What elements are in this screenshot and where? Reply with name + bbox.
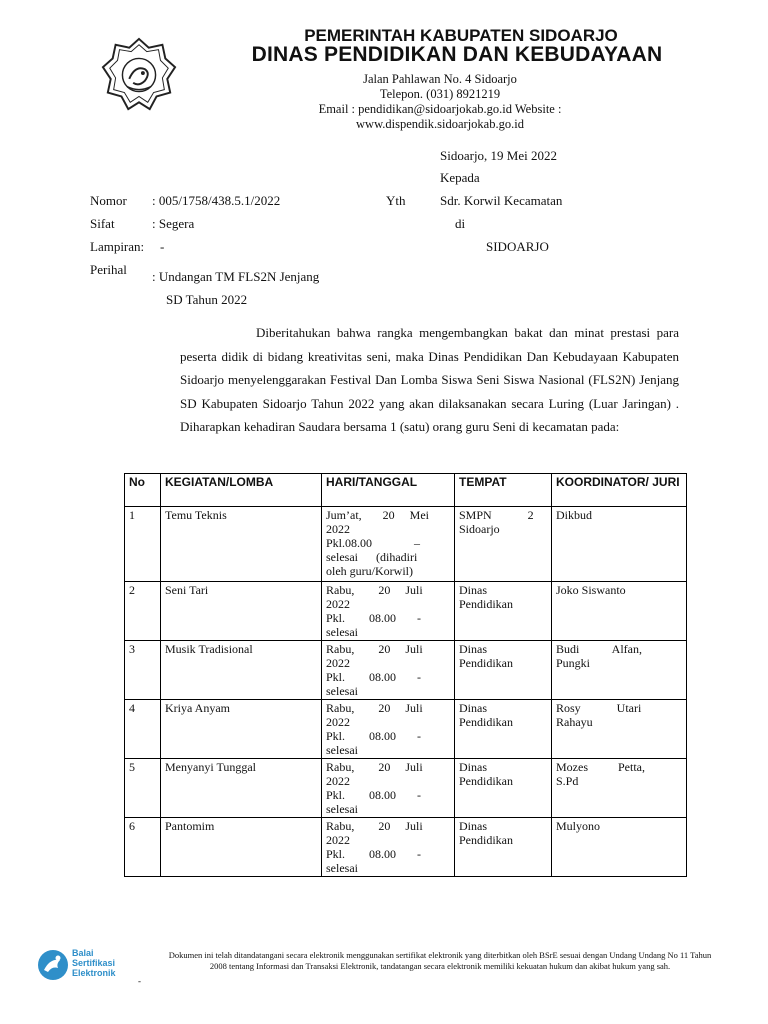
bse-line1: Balai: [72, 948, 94, 958]
cell-tempat-line: Dinas: [459, 760, 487, 774]
cell-kegiatan: [161, 507, 322, 582]
table-row: [125, 818, 687, 877]
cell-hari-tanggal-line: selesai (dihadiri: [326, 550, 418, 564]
cell-no: [125, 700, 161, 759]
cell-koordinator-line: Mulyono: [556, 819, 601, 833]
cell-hari-tanggal-line: 2022: [326, 597, 350, 611]
header-kegiatan: KEGIATAN/LOMBA: [161, 474, 322, 507]
cell-hari-tanggal-line: Rabu, 20 Juli: [326, 642, 423, 656]
cell-no: [125, 641, 161, 700]
cell-no-line: 5: [129, 760, 135, 774]
header-hari-tanggal: HARI/TANGGAL: [322, 474, 455, 507]
cell-kegiatan-line: Menyanyi Tunggal: [165, 760, 257, 774]
cell-koordinator-line: Joko Siswanto: [556, 583, 626, 597]
recipient: Sdr. Korwil Kecamatan: [440, 193, 563, 208]
cell-tempat: [455, 582, 552, 641]
cell-hari-tanggal-line: 2022: [326, 522, 350, 536]
cell-tempat: [455, 507, 552, 582]
footer-dash: -: [138, 976, 141, 986]
cell-tempat-line: Dinas: [459, 583, 487, 597]
cell-no: [125, 507, 161, 582]
cell-no-line: 4: [129, 701, 135, 715]
cell-tempat: [455, 759, 552, 818]
perihal-label: Perihal: [90, 262, 127, 277]
address-email: Email : pendidikan@sidoarjokab.go.id Website :: [318, 102, 562, 116]
cell-tempat-line: Pendidikan: [459, 833, 513, 847]
table-row: [125, 759, 687, 818]
cell-koordinator: [552, 582, 687, 641]
body-paragraph: Diberitahukan bahwa rangka mengembangkan bakat dan minat prestasi para peserta didik di bidang kreativitas seni, maka Dinas Pendidikan Dan Kebudayaan Kabupaten Sidoarjo menyelenggarakan Festival Dan Lomba Siswa Seni Siswa Nasional (FLS2N) Jenjang SD Kabupaten Sidoarjo Tahun 2022 yang akan dilaksanakan secara Luring (Luar Jaringan) . Diharapkan kehadiran Saudara bersama 1 (satu) orang guru Seni di kecamatan pada:: [180, 325, 679, 435]
cell-tempat: [455, 700, 552, 759]
lampiran-value: -: [160, 239, 165, 254]
department-name: DINAS PENDIDIKAN DAN KEBUDAYAAN: [251, 43, 663, 66]
header-tempat: TEMPAT: [455, 474, 552, 507]
cell-kegiatan: [161, 641, 322, 700]
cell-no: [125, 818, 161, 877]
cell-hari-tanggal-line: Jum’at, 20 Mei: [326, 508, 429, 522]
header-no: No: [125, 474, 161, 507]
cell-hari-tanggal-line: 2022: [326, 715, 350, 729]
table-row: [125, 641, 687, 700]
cell-koordinator-line: Rahayu: [556, 715, 593, 729]
cell-no-line: 2: [129, 583, 135, 597]
cell-kegiatan-line: Musik Tradisional: [165, 642, 253, 656]
cell-hari-tanggal-line: Rabu, 20 Juli: [326, 701, 423, 715]
cell-tempat-line: Pendidikan: [459, 715, 513, 729]
cell-kegiatan: [161, 582, 322, 641]
bse-logo-icon: [36, 948, 70, 982]
sifat-label: Sifat: [90, 216, 115, 231]
nomor-value: : 005/1758/438.5.1/2022: [152, 193, 281, 208]
cell-tempat: [455, 641, 552, 700]
cell-koordinator: [552, 700, 687, 759]
regency-emblem-icon: [100, 36, 178, 114]
table-row: [125, 700, 687, 759]
cell-tempat-line: Dinas: [459, 819, 487, 833]
table-row: [125, 507, 687, 582]
cell-koordinator: [552, 818, 687, 877]
bse-text: [72, 948, 116, 978]
perihal-line1: : Undangan TM FLS2N Jenjang: [152, 269, 320, 284]
cell-kegiatan-line: Pantomim: [165, 819, 215, 833]
cell-hari-tanggal-line: selesai: [326, 684, 358, 698]
to-label: Kepada: [440, 170, 480, 185]
cell-hari-tanggal-line: Pkl. 08.00 -: [326, 788, 422, 802]
table-body: [125, 507, 687, 877]
cell-no: [125, 759, 161, 818]
cell-tempat-line: Pendidikan: [459, 774, 513, 788]
cell-hari-tanggal-line: selesai: [326, 743, 358, 757]
table-row: [125, 582, 687, 641]
cell-hari-tanggal-line: Pkl. 08.00 -: [326, 670, 422, 684]
cell-tempat-line: SMPN 2: [459, 508, 534, 522]
cell-koordinator-line: Pungki: [556, 656, 591, 670]
cell-koordinator: [552, 759, 687, 818]
cell-hari-tanggal-line: selesai: [326, 625, 358, 639]
cell-hari-tanggal-line: Rabu, 20 Juli: [326, 760, 423, 774]
address-phone: Telepon. (031) 8921219: [379, 87, 501, 101]
cell-koordinator-line: Rosy Utari: [556, 701, 642, 715]
cell-hari-tanggal-line: Pkl. 08.00 -: [326, 611, 422, 625]
cell-tempat-line: Dinas: [459, 701, 487, 715]
cell-no-line: 6: [129, 819, 135, 833]
cell-hari-tanggal-line: 2022: [326, 833, 350, 847]
cell-no-line: 3: [129, 642, 135, 656]
letter-date: Sidoarjo, 19 Mei 2022: [440, 148, 557, 163]
cell-koordinator: [552, 507, 687, 582]
header-koordinator: KOORDINATOR/ JURI: [552, 474, 687, 507]
address-street: Jalan Pahlawan No. 4 Sidoarjo: [363, 72, 517, 86]
cell-hari-tanggal-line: 2022: [326, 656, 350, 670]
cell-kegiatan: [161, 759, 322, 818]
sifat-value: : Segera: [152, 216, 195, 231]
cell-koordinator: [552, 641, 687, 700]
footer-note: Dokumen ini telah ditandatangani secara elektronik menggunakan sertifikat elektronik yang diterbitkan oleh BSrE sesuai dengan Undang Undang No 11 Tahun 2008 tentang Informasi dan Transaksi Elektronik, tandatangan secara elektronik memiliki kekuatan hukum dan akibat hukum yang sah.: [168, 950, 712, 971]
cell-koordinator-line: Mozes Petta,: [556, 760, 645, 774]
bse-logo: [36, 946, 136, 982]
bse-line2: Sertifikasi: [72, 958, 116, 968]
cell-hari-tanggal-line: oleh guru/Korwil): [326, 564, 413, 578]
cell-hari-tanggal: [322, 818, 455, 877]
cell-hari-tanggal: [322, 700, 455, 759]
schedule-table: [124, 473, 687, 877]
cell-hari-tanggal: [322, 507, 455, 582]
cell-kegiatan-line: Kriya Anyam: [165, 701, 230, 715]
nomor-label: Nomor: [90, 193, 127, 208]
cell-koordinator-line: S.Pd: [556, 774, 579, 788]
cell-kegiatan-line: Temu Teknis: [165, 508, 227, 522]
cell-tempat: [455, 818, 552, 877]
table-header-row: [125, 474, 687, 507]
cell-hari-tanggal-line: Pkl. 08.00 -: [326, 729, 422, 743]
cell-tempat-line: Sidoarjo: [459, 522, 500, 536]
cell-hari-tanggal-line: Rabu, 20 Juli: [326, 583, 423, 597]
cell-kegiatan-line: Seni Tari: [165, 583, 209, 597]
cell-no-line: 1: [129, 508, 135, 522]
perihal-line2: SD Tahun 2022: [166, 292, 248, 307]
cell-tempat-line: Pendidikan: [459, 656, 513, 670]
di-label: di: [455, 216, 466, 231]
cell-tempat-line: Pendidikan: [459, 597, 513, 611]
cell-kegiatan: [161, 700, 322, 759]
cell-hari-tanggal-line: Rabu, 20 Juli: [326, 819, 423, 833]
address-website: www.dispendik.sidoarjokab.go.id: [356, 117, 524, 131]
cell-hari-tanggal-line: selesai: [326, 802, 358, 816]
lampiran-label: Lampiran:: [90, 239, 145, 254]
cell-hari-tanggal: [322, 759, 455, 818]
government-name: PEMERINTAH KABUPATEN SIDOARJO: [304, 26, 618, 45]
cell-hari-tanggal-line: Pkl. 08.00 -: [326, 847, 422, 861]
yth-label: Yth: [386, 193, 406, 208]
cell-koordinator-line: Budi Alfan,: [556, 642, 642, 656]
cell-tempat-line: Dinas: [459, 642, 487, 656]
bse-line3: Elektronik: [72, 968, 116, 978]
cell-hari-tanggal: [322, 641, 455, 700]
cell-hari-tanggal-line: selesai: [326, 861, 358, 875]
cell-hari-tanggal-line: Pkl.08.00 –: [326, 536, 421, 550]
cell-hari-tanggal: [322, 582, 455, 641]
recipient-city: SIDOARJO: [486, 239, 549, 254]
cell-no: [125, 582, 161, 641]
cell-koordinator-line: Dikbud: [556, 508, 592, 522]
cell-kegiatan: [161, 818, 322, 877]
cell-hari-tanggal-line: 2022: [326, 774, 350, 788]
